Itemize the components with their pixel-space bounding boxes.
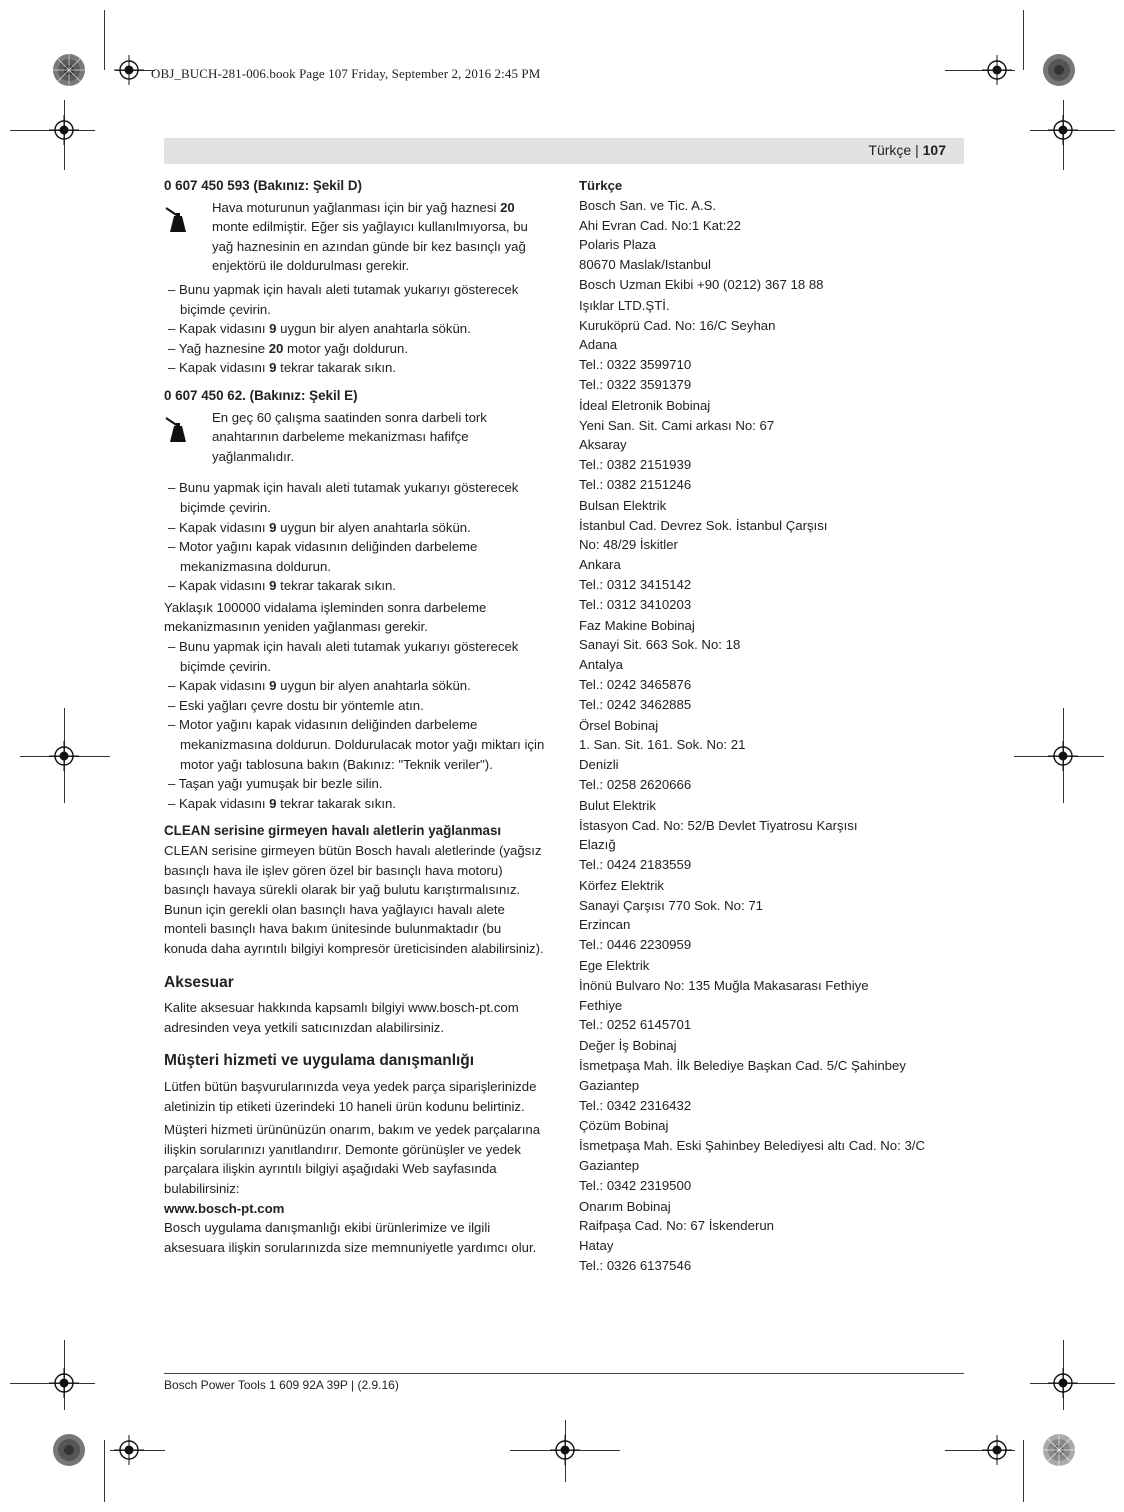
contact-line: İstasyon Cad. No: 52/B Devlet Tiyatrosu Karşısı — [579, 817, 858, 833]
contact-name: Bulut Elektrik — [579, 797, 656, 813]
step-text: – Bunu yapmak için havalı aleti tutamak yukarıyı gösterecek biçimde çevirin. — [168, 281, 519, 317]
contact-line: İstanbul Cad. Devrez Sok. İstanbul Çarşısı — [579, 517, 828, 533]
step-ref-number: 9 — [269, 360, 277, 376]
contact-line: Tel.: 0258 2620666 — [579, 776, 692, 792]
contact-line: Sanayi Sit. 663 Sok. No: 18 — [579, 637, 741, 653]
left-column — [164, 176, 548, 1257]
contact-line: Tel.: 0342 2316432 — [579, 1097, 692, 1113]
contact-line: Tel.: 0322 3591379 — [579, 376, 692, 392]
contact-block — [579, 396, 959, 495]
contact-line: Tel.: 0326 6137546 — [579, 1258, 692, 1274]
paragraph: Bosch uygulama danışmanlığı ekibi ürünlerimize ve ilgili aksesuara ilişkin sorularınızda size memnuniyetle yardımcı olur. — [164, 1220, 537, 1255]
contact-block — [579, 796, 959, 875]
registration-mark-icon — [1048, 1368, 1078, 1398]
registration-mark-icon — [1048, 741, 1078, 771]
contact-name: Bosch San. ve Tic. A.S. — [579, 197, 717, 213]
contact-line: Tel.: 0312 3410203 — [579, 596, 692, 612]
contact-line: Tel.: 0382 2151939 — [579, 457, 692, 473]
step-text: uygun bir alyen anahtarla sökün. — [276, 678, 471, 694]
step-item — [164, 280, 548, 319]
registration-mark-icon — [49, 115, 79, 145]
contact-line: Tel.: 0242 3462885 — [579, 696, 692, 712]
contact-line: Hatay — [579, 1238, 614, 1254]
registration-mark-icon — [114, 55, 144, 85]
step-text: – Eski yağları çevre dostu bir yöntemle atın. — [168, 697, 424, 713]
step-item — [164, 715, 548, 774]
step-text: – Kapak vidasını — [168, 519, 270, 535]
color-wheel-icon — [1042, 53, 1076, 87]
step-text: – Kapak vidasını — [168, 578, 270, 594]
step-item — [164, 518, 548, 538]
lubrication-note — [164, 408, 548, 467]
oil-can-icon — [164, 408, 212, 467]
footer-text: Bosch Power Tools 1 609 92A 39P | (2.9.16) — [164, 1378, 399, 1392]
contact-line: Fethiye — [579, 997, 623, 1013]
contact-line: Elazığ — [579, 837, 616, 853]
step-text: tekrar takarak sıkın. — [276, 795, 396, 811]
section-heading: Müşteri hizmeti ve uygulama danışmanlığı — [164, 1052, 475, 1070]
contact-line: 1. San. Sit. 161. Sok. No: 21 — [579, 737, 746, 753]
registration-mark-icon — [982, 1435, 1012, 1465]
oil-can-icon — [164, 198, 212, 276]
contact-block — [579, 1197, 959, 1276]
contact-block — [579, 296, 959, 395]
step-ref-number: 9 — [269, 321, 277, 337]
print-slug: OBJ_BUCH-281-006.book Page 107 Friday, September 2, 2016 2:45 PM — [151, 66, 541, 81]
paragraph: Lütfen bütün başvurularınızda veya yedek parça siparişlerinizde aletinizin tip etiketi üzerindeki 10 haneli ürün kodunu belirtiniz. — [164, 1078, 537, 1114]
contact-line: 80670 Maslak/Istanbul — [579, 257, 711, 273]
contact-name: İdeal Eletronik Bobinaj — [579, 397, 711, 413]
running-header — [164, 138, 964, 164]
crop-line — [104, 1440, 105, 1502]
step-list — [164, 637, 548, 813]
step-item — [164, 358, 548, 378]
contact-line: Tel.: 0382 2151246 — [579, 476, 692, 492]
contact-line: Aksaray — [579, 437, 627, 453]
contact-line: Erzincan — [579, 917, 631, 933]
crop-line — [1023, 10, 1024, 70]
step-list — [164, 280, 548, 378]
crop-line — [1023, 1440, 1024, 1502]
contact-name: Değer İş Bobinaj — [579, 1038, 677, 1054]
paragraph: CLEAN serisine girmeyen bütün Bosch havalı aletlerinde (yağsız basınçlı hava ile işlev gören özel bir basınçlı hava motoru) basınçlı havaya sürekli olarak bir yağ bulutu karıştırmalısınız. Bunun için gerekli olan basınçlı hava yağlayıcı havalı alete monteli basınçlı hava bakım ünitesinde bulunmaktadır (bu konuda daha ayrıntılı bilgiyi kompresör üreticisinden alabilirsiniz). — [164, 843, 544, 956]
contact-block — [579, 1116, 959, 1195]
contact-line: Yeni San. Sit. Cami arkası No: 67 — [579, 417, 775, 433]
website-link[interactable]: www.bosch-pt.com — [164, 1200, 285, 1216]
step-ref-number: 9 — [269, 795, 277, 811]
contact-line: Ankara — [579, 557, 621, 573]
header-text: Türkçe | 107 — [868, 142, 946, 158]
step-text: – Kapak vidasını — [168, 360, 270, 376]
step-text: – Yağ haznesine — [168, 340, 269, 356]
step-ref-number: 20 — [268, 340, 284, 356]
contact-name: Faz Makine Bobinaj — [579, 617, 695, 633]
color-wheel-icon — [52, 53, 86, 87]
contact-line: İsmetpaşa Mah. İlk Belediye Başkan Cad. 5/C Şahinbey — [579, 1058, 906, 1074]
registration-mark-icon — [550, 1435, 580, 1465]
contact-block — [579, 616, 959, 715]
contact-name: Onarım Bobinaj — [579, 1198, 671, 1214]
paragraph: Kalite aksesuar hakkında kapsamlı bilgiyi www.bosch-pt.com adresinden veya yetkili satıcınızdan alabilirsiniz. — [164, 1000, 519, 1035]
step-item — [164, 576, 548, 596]
contact-block — [579, 956, 959, 1035]
contact-line: Raifpaşa Cad. No: 67 İskenderun — [579, 1218, 774, 1234]
section-heading: Aksesuar — [164, 973, 234, 991]
step-item — [164, 696, 548, 716]
registration-mark-icon — [1048, 115, 1078, 145]
step-list — [164, 478, 548, 596]
contact-line: Tel.: 0242 3465876 — [579, 676, 692, 692]
step-text: – Kapak vidasını — [168, 321, 270, 337]
contact-line: Gaziantep — [579, 1077, 640, 1093]
step-item — [164, 319, 548, 339]
step-text: tekrar takarak sıkın. — [276, 360, 396, 376]
registration-mark-icon — [49, 741, 79, 771]
step-item — [164, 339, 548, 359]
contact-block — [579, 1036, 959, 1115]
contact-line: Tel.: 0322 3599710 — [579, 357, 692, 373]
contact-line: Bosch Uzman Ekibi +90 (0212) 367 18 88 — [579, 276, 824, 292]
registration-mark-icon — [114, 1435, 144, 1465]
color-wheel-icon — [52, 1433, 86, 1467]
contact-name: Örsel Bobinaj — [579, 717, 659, 733]
step-item — [164, 774, 548, 794]
paragraph: Müşteri hizmeti ürününüzün onarım, bakım ve yedek parçalarına ilişkin sorularınızı yanıtlandırır. Demonte görünüşler ve yedek parçalara ilişkin ayrıntılı bilgiyi aşağıdaki Web sayfasında bulabilirsiniz: — [164, 1122, 541, 1196]
step-item — [164, 478, 548, 517]
step-ref-number: 9 — [269, 578, 277, 594]
footer-rule — [164, 1373, 964, 1374]
contact-name: Işıklar LTD.ŞTİ. — [579, 297, 670, 313]
step-text: – Bunu yapmak için havalı aleti tutamak yukarıyı gösterecek biçimde çevirin. — [168, 639, 519, 674]
section-heading: CLEAN serisine girmeyen havalı aletlerin yağlanması — [164, 823, 502, 839]
step-ref-number: 9 — [269, 519, 277, 535]
step-text: – Bunu yapmak için havalı aleti tutamak yukarıyı gösterecek biçimde çevirin. — [168, 480, 519, 515]
right-column — [579, 176, 959, 1277]
service-contact-list — [579, 196, 959, 1276]
step-text: – Motor yağını kapak vidasının deliğinden darbeleme mekanizmasına doldurun. Doldurulacak motor yağı miktarı için motor yağı tablosuna bakın (Bakınız: "Teknik veriler"). — [168, 717, 545, 772]
step-item — [164, 676, 548, 696]
note-text: En geç 60 çalışma saatinden sonra darbeli tork anahtarının darbeleme mekanizması hafifçe yağlanmalıdır. — [212, 409, 487, 464]
step-item — [164, 794, 548, 814]
step-ref-number: 9 — [269, 678, 277, 694]
contact-line: Antalya — [579, 657, 623, 673]
note-text-part: monte edilmiştir. Eğer sis yağlayıcı kullanılmıyorsa, bu yağ haznesinin en azından günde bir kez basınçlı yağ enjektörü ile doldurulması gerekir. — [212, 219, 528, 274]
contact-line: Kuruköprü Cad. No: 16/C Seyhan — [579, 317, 776, 333]
registration-mark-icon — [49, 1368, 79, 1398]
step-text: – Taşan yağı yumuşak bir bezle silin. — [168, 776, 383, 792]
contact-line: Polaris Plaza — [579, 237, 656, 253]
step-text: – Motor yağını kapak vidasının deliğinden darbeleme mekanizmasına doldurun. — [168, 539, 478, 574]
contact-block — [579, 716, 959, 795]
contact-line: Adana — [579, 337, 618, 353]
contact-line: Gaziantep — [579, 1158, 640, 1174]
step-text: tekrar takarak sıkın. — [276, 578, 396, 594]
section-heading: 0 607 450 62. (Bakınız: Şekil E) — [164, 387, 358, 403]
contact-name: Ege Elektrik — [579, 958, 650, 974]
contact-line: İsmetpaşa Mah. Eski Şahinbey Belediyesi altı Cad. No: 3/C — [579, 1138, 925, 1154]
paragraph: Yaklaşık 100000 vidalama işleminden sonra darbeleme mekanizmasının yeniden yağlanması gerekir. — [164, 599, 487, 635]
step-text: – Kapak vidasını — [168, 678, 270, 694]
step-text: – Kapak vidasını — [168, 795, 270, 811]
contact-line: Tel.: 0424 2183559 — [579, 857, 692, 873]
section-heading: Türkçe — [579, 178, 623, 193]
contact-name: Çözüm Bobinaj — [579, 1118, 669, 1134]
contact-name: Bulsan Elektrik — [579, 497, 667, 513]
note-text — [212, 198, 548, 276]
contact-line: No: 48/29 İskitler — [579, 537, 678, 553]
contact-line: Tel.: 0446 2230959 — [579, 937, 692, 953]
contact-line: Ahi Evran Cad. No:1 Kat:22 — [579, 217, 742, 233]
step-text: motor yağı doldurun. — [283, 340, 408, 356]
contact-block — [579, 196, 959, 295]
contact-name: Körfez Elektrik — [579, 877, 665, 893]
header-language: Türkçe — [868, 142, 912, 158]
contact-line: Denizli — [579, 757, 619, 773]
step-text: uygun bir alyen anahtarla sökün. — [276, 321, 471, 337]
note-text-part: Hava moturunun yağlanması için bir yağ haznesi — [212, 199, 501, 215]
contact-block — [579, 496, 959, 615]
step-item — [164, 537, 548, 576]
step-item — [164, 637, 548, 676]
contact-line: Tel.: 0312 3415142 — [579, 576, 692, 592]
registration-mark-icon — [982, 55, 1012, 85]
contact-line: Tel.: 0252 6145701 — [579, 1017, 692, 1033]
page-number: 107 — [922, 142, 946, 158]
color-wheel-icon — [1042, 1433, 1076, 1467]
lubrication-note — [164, 198, 548, 276]
section-heading: 0 607 450 593 (Bakınız: Şekil D) — [164, 178, 362, 193]
contact-line: Tel.: 0342 2319500 — [579, 1177, 692, 1193]
note-ref-number: 20 — [500, 199, 515, 215]
contact-block — [579, 876, 959, 955]
contact-line: İnönü Bulvaro No: 135 Muğla Makasarası Fethiye — [579, 977, 869, 993]
contact-line: Sanayi Çarşısı 770 Sok. No: 71 — [579, 897, 763, 913]
crop-line — [104, 10, 105, 70]
step-text: uygun bir alyen anahtarla sökün. — [276, 519, 471, 535]
